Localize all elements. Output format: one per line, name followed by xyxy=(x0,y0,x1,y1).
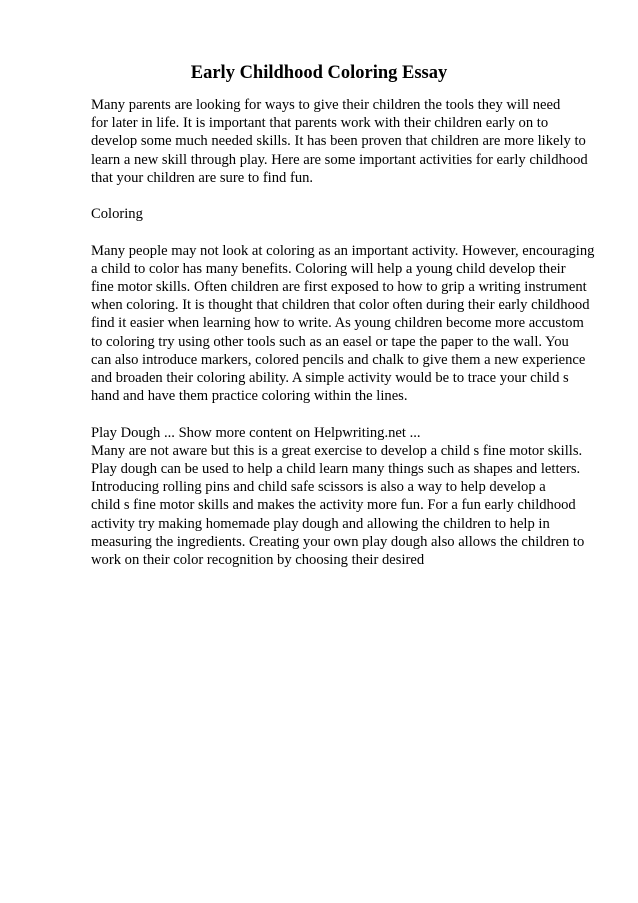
section-heading: Coloring xyxy=(91,206,143,223)
text-line: Many parents are looking for ways to give their children the tools they will need xyxy=(91,97,561,113)
text-line: Play dough can be used to help a child learn many things such as shapes and letters. xyxy=(91,461,581,478)
text-line: a child to color has many benefits. Coloring will help a young child develop their xyxy=(91,260,566,277)
text-line: Play Dough ... Show more content on Helpwriting.net ... xyxy=(91,424,421,441)
document-title: Early Childhood Coloring Essay xyxy=(190,63,448,83)
text-line: Many are not aware but this is a great exercise to develop a child s fine motor skills. xyxy=(91,442,583,459)
text-line: for later in life. It is important that parents work with their children early on to xyxy=(91,115,549,132)
blank-line xyxy=(91,187,596,205)
text-line: when coloring. It is thought that children that color often during their early childhood xyxy=(91,297,590,314)
text-line: to coloring try using other tools such as an easel or tape the paper to the wall. You xyxy=(91,333,569,350)
blank-line xyxy=(91,405,596,423)
text-line: that your children are sure to find fun. xyxy=(91,169,314,186)
text-line: work on their color recognition by choosing their desired xyxy=(91,552,425,569)
text-line: hand and have them practice coloring within the lines. xyxy=(91,388,408,405)
blank-line xyxy=(91,223,596,241)
text-line: child s fine motor skills and makes the activity more fun. For a fun early childhood xyxy=(91,497,576,514)
text-line: learn a new skill through play. Here are some important activities for early childhood xyxy=(91,151,588,168)
text-line: measuring the ingredients. Creating your own play dough also allows the children to xyxy=(91,533,585,550)
document-body xyxy=(91,96,596,569)
text-line: find it easier when learning how to write. As young children become more accustom xyxy=(91,315,584,332)
text-line: fine motor skills. Often children are first exposed to how to grip a writing instrument xyxy=(91,279,587,295)
text-line: and broaden their coloring ability. A simple activity would be to trace your child s xyxy=(91,370,569,387)
text-line: Many people may not look at coloring as an important activity. However, encouraging xyxy=(91,242,595,259)
text-line: develop some much needed skills. It has been proven that children are more likely to xyxy=(91,133,586,150)
text-line: activity try making homemade play dough and allowing the children to help in xyxy=(91,515,550,532)
text-line: can also introduce markers, colored pencils and chalk to give them a new experience xyxy=(91,351,586,368)
text-line: Introducing rolling pins and child safe scissors is also a way to help develop a xyxy=(91,479,546,496)
